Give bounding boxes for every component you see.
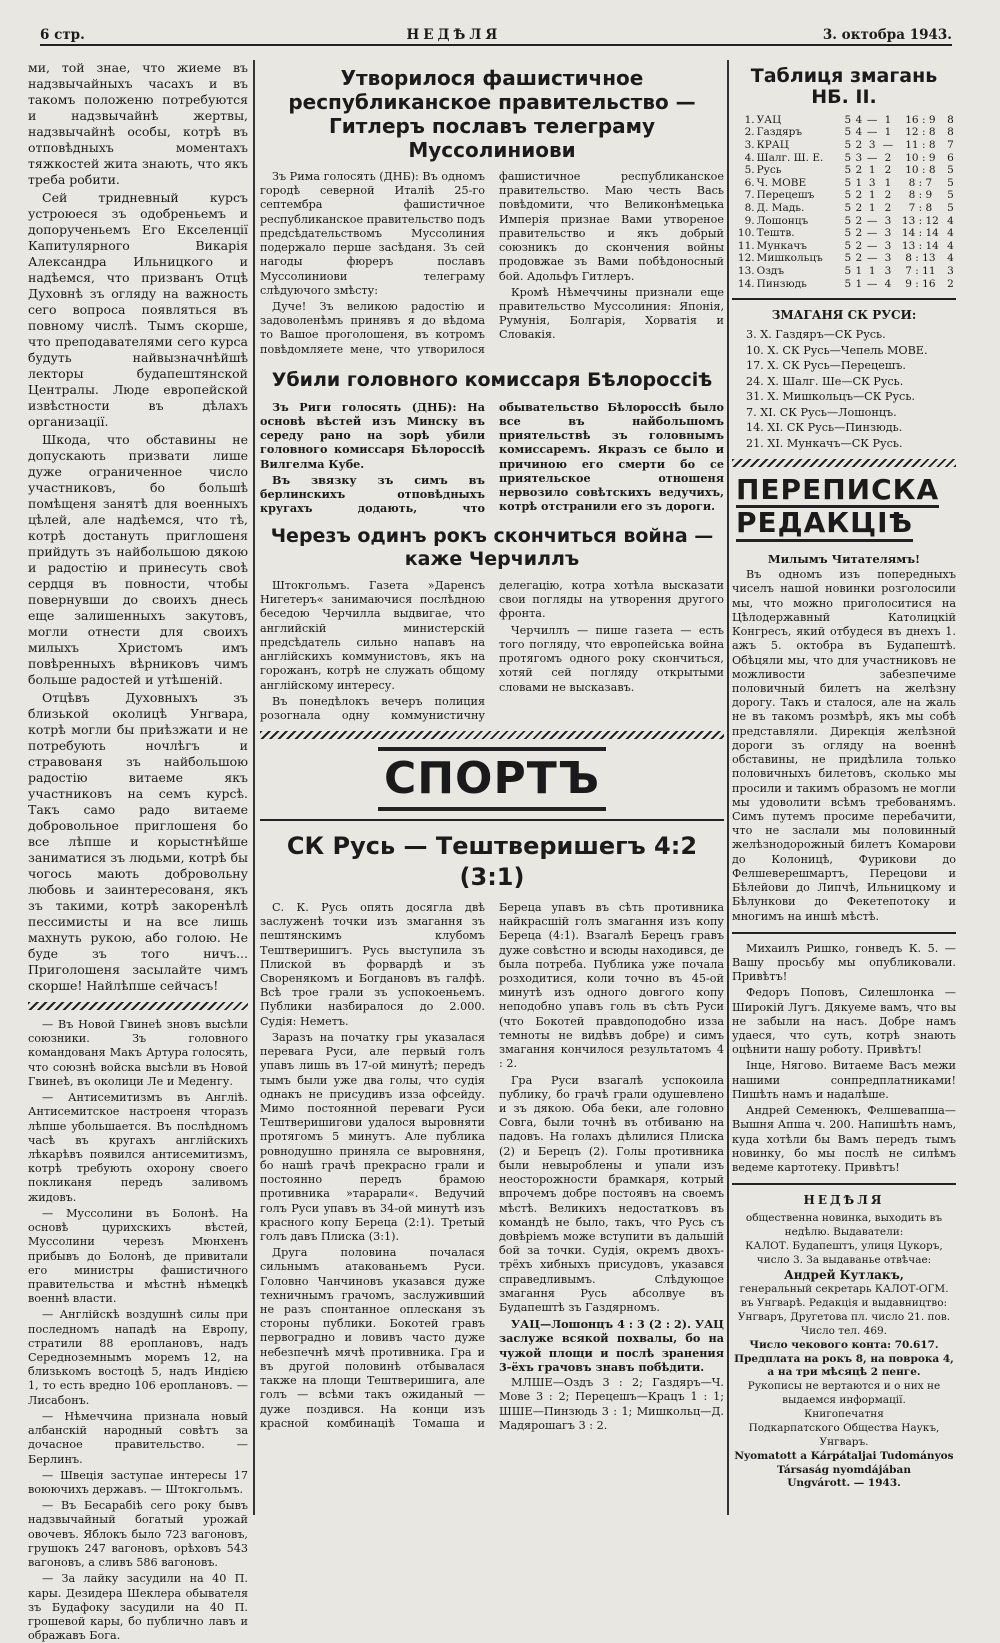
league-cell: 4: [947, 227, 954, 240]
league-cell: 7.: [744, 189, 755, 202]
league-cell: 3: [947, 264, 954, 277]
news-item: — Нѣмеччина признала новый албанскій народный совѣтъ за дочасное правительство. — Берлинъ.: [28, 1409, 248, 1466]
article-paragraph: Въ звязку зъ симъ въ берлинскихъ отповѣдныхъ кругахъ додають, что обывательство Бѣлороссіѣ было все въ найбольшомъ приятельствѣ зъ головнымъ комиссаремъ. Якразъ се было и причиною его смерти бо се приятельское отношеня нервозило совѣтскихъ ведучихъ, котрѣ отстранили его зъ дороги.: [260, 399, 724, 516]
league-cell: 4: [855, 113, 863, 126]
league-cell: 3: [884, 239, 892, 252]
league-cell: 2: [884, 201, 892, 214]
league-row: [732, 227, 956, 240]
league-row: [732, 240, 956, 253]
league-cell: 3: [884, 252, 892, 265]
article-paragraph: МЛШЕ—Оздъ 3 : 2; Газдяръ—Ч. Мове 3 : 2; Перецешъ—Крацъ 1 : 1; ШШЕ—Пинзюдь 3 : 1; Мишкольц—Д. Мадярошагъ 3 : 2.: [499, 1376, 724, 1432]
league-cell: 4: [947, 214, 954, 227]
article-paragraph: УАЦ—Лошонцъ 4 : 3 (2 : 2). УАЦ заслуже всякой похвалы, бо на чужой площи и послѣ зранения 3-ёхъ грачовъ знавъ побѣдити.: [499, 1317, 724, 1374]
article-paragraph: Друга половина почалася сильнымъ атакованьемъ Руси. Головно Чанчиновъ указався дуже техничнымъ грачомъ, заслуживший не разъ спонтанное оплесканя зъ стороны публики. Бокотей гравъ первоградно и ловивъ часто дуже небезпечнѣ мячѣ противника. Гра и въ другой половинѣ отбывалася также на площи Тештверишига, але голъ — всѣми такъ ожиданый — дуже поздився. На конци изъ красной комбинаціѣ Томаша и Береца упавъ въ сѣть противника найкрасшій голъ змагання изъ копу Береца (4:1). Взагалѣ Берецъ гравъ дуже совѣстно и всюды находився, де была потреба. Публика уже почала розходитися, коли точно въ 45-ой минутѣ изъ одного довгого копу неподобно упавъ голь въ сѣть Руси (что Бокотей правдоподобно изза темноты не видѣвъ добре) и симъ змагання кончилося результатомъ 4 : 2.: [260, 900, 724, 1430]
league-row: [732, 265, 956, 278]
league-table-body: [732, 114, 956, 290]
league-cell: 5.: [744, 164, 755, 177]
league-cell: 11.: [737, 239, 755, 252]
league-table-title: Таблиця змагань НБ. II.: [750, 65, 938, 108]
league-cell: 12 : 8: [905, 126, 936, 139]
league-cell: 2: [855, 201, 863, 214]
league-cell: 1: [868, 164, 876, 177]
news-briefs: [28, 1018, 248, 1643]
league-cell: Пинзюдь: [756, 277, 807, 290]
league-cell: 1: [855, 176, 863, 189]
league-cell: 1: [884, 176, 892, 189]
league-cell: КРАЦ: [756, 138, 789, 151]
fixture-item: 17. Х. СК Русь—Перецешъ.: [746, 359, 906, 373]
league-cell: 10 : 9: [905, 151, 936, 164]
league-row: [732, 114, 956, 127]
league-cell: 4: [884, 277, 892, 290]
league-cell: 5: [947, 201, 954, 214]
league-cell: 14 : 14: [901, 227, 939, 240]
left-column: [28, 60, 248, 1643]
league-row: [732, 202, 956, 215]
article-paragraph: Заразъ на початку гры указалася перевага Руси, але первый голъ упавъ лишь въ 17-ой минутѣ; передъ тымъ были уже два голы, что судія однакъ не присудивъ изза офсейду. Мимо постоянной переваги Руси Тештверишигови удалося выровняти протягомъ 5 минутъ. Але публика ровнодушно приняла се выровняня, бо нашѣ грачѣ прекрасно грали и постоянно передъ брамою противника »тарарали«. Ведучий голъ Руси упавъ въ 34-ой минутѣ изъ красного копу Береца (2:1). Третый голъ давъ Плиска (3:1).: [260, 1030, 485, 1243]
league-cell: 14.: [737, 277, 755, 290]
right-column: [732, 60, 956, 1515]
league-cell: 5: [947, 164, 954, 177]
league-row: [732, 139, 956, 152]
section-rule: [732, 932, 956, 934]
league-cell: 5: [844, 252, 852, 265]
league-cell: 1: [868, 264, 876, 277]
imprint-line: общественна новинка, выходить въ недѣлю. Выдаватели:: [745, 1212, 943, 1238]
league-cell: 3: [884, 227, 892, 240]
league-cell: 4: [947, 239, 954, 252]
league-cell: —: [866, 151, 878, 164]
league-cell: 1: [884, 113, 892, 126]
league-row: [732, 126, 956, 139]
news-item: — Антисемитизмъ въ Англіѣ. Антисемитское настроеня чторазъ лѣпше убольшается. Въ послѣдномъ часѣ въ кругахъ англійскихъ лѣкарѣвъ появился антисемитизмъ, котрѣ требують охорону своего покликаня передъ заливомъ жидовъ.: [28, 1091, 248, 1204]
league-cell: 3: [884, 264, 892, 277]
column-rule-left: [253, 60, 255, 1515]
news-item: — Въ Новой Гвинеѣ зновъ высѣли союзники. Зъ головного командованя Макъ Артура голосять, что союзнѣ войска высѣли въ Новой Гвинеѣ, въ околици Ле и Меденгу.: [28, 1018, 248, 1088]
ornamental-divider: [732, 459, 956, 467]
league-cell: 5: [844, 126, 852, 139]
league-cell: 8: [947, 126, 954, 139]
greeting: Милымъ Читателямъ!: [767, 551, 921, 566]
article-paragraph: Кромѣ Нѣмеччины признали еще правительство Муссолиния: Японія, Румунія, Болгарія, Хорватія и Словакія.: [499, 285, 724, 342]
league-cell: 5: [844, 239, 852, 252]
headline-churchill-war: Черезъ одинъ рокъ скончиться война — каже Черчиллъ: [270, 525, 714, 571]
league-cell: —: [866, 227, 878, 240]
league-cell: Шалг. Ш. Е.: [756, 151, 824, 164]
imprint-editor: Андрей Кутлакъ,: [784, 1267, 904, 1282]
column-rule-right: [727, 60, 729, 1515]
league-cell: 5: [844, 201, 852, 214]
league-cell: 7: [947, 138, 954, 151]
correspondence-reply: Інце, Нягово. Витаеме Васъ межи нашими сонпредплатниками! Пишѣть намъ и надалѣше.: [732, 1059, 956, 1101]
league-cell: 5: [844, 176, 852, 189]
league-cell: 5: [844, 138, 852, 151]
league-cell: 10 : 8: [905, 164, 936, 177]
fixture-item: 31. Х. Мишкольцъ—СК Русь.: [746, 390, 915, 404]
ornamental-divider: [28, 1002, 248, 1010]
league-cell: 5: [947, 189, 954, 202]
league-cell: Перецешъ: [756, 189, 815, 202]
league-cell: 9 : 16: [905, 277, 936, 290]
league-cell: Мишкольцъ: [756, 252, 823, 265]
imprint-line: генеральный секретарь КАЛОТ-ОГМ. въ Унгварѣ. Редакція и выдавництво:: [739, 1283, 949, 1310]
league-cell: 1: [855, 264, 863, 277]
league-cell: 4: [855, 126, 863, 139]
league-cell: 8 : 13: [905, 252, 936, 265]
league-cell: 3: [884, 214, 892, 227]
article-churchill-war: [260, 579, 724, 723]
correspondence-title-line: РЕДАКЦІѢ: [736, 508, 913, 541]
league-cell: 7 : 11: [905, 264, 936, 277]
league-cell: 2: [884, 151, 892, 164]
article-paragraph: Зъ Рима голосять (ДНБ): Въ одномъ городѣ северной Италіѣ 25-го септембра фашистичное республиканское правительство подъ предсѣдательствомъ Муссолиния подержало перше засѣданя. Зъ сей нагоды фюреръ пославъ Муссолиниови телеграму слѣдуючого змѣсту:: [260, 170, 485, 297]
league-cell: 13 : 14: [901, 239, 939, 252]
league-cell: 2: [855, 227, 863, 240]
league-cell: Тештв.: [756, 227, 795, 240]
article-paragraph: Черчиллъ — пише газета — есть того погляду, что европейська война протягомъ одного року скончиться, хотяй сей погляду открытыми словами не высказавъ.: [499, 623, 724, 694]
league-cell: —: [866, 252, 878, 265]
league-cell: 5: [947, 176, 954, 189]
league-cell: 4: [947, 252, 954, 265]
article-paragraph: Сей тридневный курсъ устроюеся зъ одобреньемъ и допорученьемъ Его Екселенції Капитулярного Викарія Александра Ильницкого и надѣемся, что призванъ Отцѣ Духовнѣ зъ огляду на важность сего вопроса появляться въ повному числѣ. Тымъ скорше, что преподавателями сего курса будуть найвызначнѣйшѣ лекторы будапештянской Централы. Люде европейской извѣстности въ дѣлахъ организації.: [28, 190, 248, 429]
newspaper-title: НЕДѢЛЯ: [406, 26, 502, 43]
article-paragraph: Отцѣвъ Духовныхъ зъ близькой околицѣ Унгвара, котрѣ могли бы приѣзжати и не потребують ночлѣгъ и стравованя зъ найбольшою радостію витаеме якъ участниковъ на семъ курсѣ. Такъ само радо витаеме добровольное приглошеня бо все лѣпше и корыстнѣйше заниматися зъ людьми, котрѣ бы чогось мають добровольну любовь и заинтересованя, якъ зъ такими, котрѣ закоренѣлѣ пессимисты и на все лишь махнуть рукою, або голою. Не буде зъ того ничъ... Приголошеня засылайте чимъ скорше! Найлѣпше сейчасъ!: [28, 690, 248, 993]
imprint-line: Предплата на рокъ 8, на поврока 4, а на три мѣсяцѣ 2 пенге.: [734, 1352, 954, 1379]
league-cell: 7 : 8: [908, 201, 933, 214]
league-cell: 5: [844, 151, 852, 164]
league-row: [732, 177, 956, 190]
league-cell: 13.: [737, 264, 755, 277]
fixtures-title: ЗМАГАНЯ СК РУСИ:: [771, 308, 917, 323]
news-item: — Швеція заступае интересы 17 воюючихъ державъ. — Штокгольмъ.: [28, 1468, 248, 1496]
article-paragraph: Штокгольмъ. Газета »Даренсъ Нигетеръ« занимаючися послѣдною беседою Черчилла выдвигае, что английскій министерскій предсѣдатель сильно напавъ на англійскихъ коммунистовъ, якъ на горожанъ, котрѣ не служать общому англійскому интересу.: [260, 578, 485, 692]
league-cell: 2: [855, 164, 863, 177]
league-row: [732, 164, 956, 177]
fixture-item: 7. ХІ. СК Русь—Лошонцъ.: [746, 405, 897, 419]
league-cell: 6: [947, 151, 954, 164]
league-cell: 2.: [744, 126, 755, 139]
league-cell: 6.: [744, 176, 755, 189]
imprint-line: Nyomatott a Kárpátaljai Tudományos Társaság nyomdájában: [734, 1449, 954, 1476]
league-row: [732, 278, 956, 291]
news-item: — Въ Бесарабіѣ сего року бывъ надзвычайный богатый урожай овочевъ. Яблокъ было 723 вагоновъ, грушокъ 247 вагоновъ, орѣховъ 543 вагоновъ, а сливъ 586 вагоновъ.: [28, 1499, 248, 1570]
league-cell: 2: [884, 189, 892, 202]
league-cell: —: [866, 126, 878, 139]
league-cell: 5: [844, 277, 852, 290]
league-cell: 2: [855, 138, 863, 151]
sport-section-title: [260, 747, 724, 811]
fixtures-list: [732, 327, 956, 451]
fixture-item: 24. Х. Шалг. Ше—СК Русь.: [746, 374, 904, 388]
imprint: [732, 1193, 956, 1491]
league-cell: Оздъ: [756, 264, 785, 277]
league-cell: —: [866, 277, 878, 290]
league-cell: 10.: [737, 227, 755, 240]
sport-title-text: СПОРТЪ: [378, 747, 606, 811]
fixture-item: 14. ХІ. СК Русь—Пинзюдь.: [746, 421, 903, 435]
news-item: — За лайку засудили на 40 П. кары. Дезидера Шеклера обывателя зъ Будафоку засудили на 40 П. грошевой кары, бо публично лавъ и ображавъ Бога.: [28, 1572, 248, 1643]
league-cell: 12.: [737, 252, 755, 265]
correspondence-title: [736, 475, 956, 541]
league-cell: Газдяръ: [756, 126, 803, 139]
league-cell: Русь: [756, 164, 782, 177]
league-cell: 5: [844, 189, 852, 202]
middle-column: [260, 60, 724, 1515]
league-cell: 8 : 7: [908, 176, 933, 189]
league-cell: —: [866, 239, 878, 252]
headline-fascist-government: Утворилося фашистичное республиканское правительство — Гитлеръ пославъ телеграму Муссолиниови: [288, 66, 696, 162]
article-paragraph: С. К. Русь опять досягла двѣ заслуженѣ точки изъ змагання зъ пештянскимъ клубомъ Тештверишигъ. Русь выступила зъ Плиской въ форвардѣ и зъ Своренякомъ и Богдановъ въ галфѣ. Всѣ трое грали зъ успокоеньемъ. Публики назбиралося до 2.000. Судія: Неметъ.: [260, 900, 485, 1028]
league-cell: —: [882, 138, 894, 151]
league-cell: —: [866, 214, 878, 227]
imprint-line: Унгваръ, Другетова пл. число 21. пов. Число тел. 469.: [737, 1311, 951, 1337]
league-cell: 8: [947, 113, 954, 126]
league-cell: УАЦ: [756, 113, 782, 126]
article-fascist-government: [260, 170, 724, 357]
league-cell: 13 : 12: [901, 214, 939, 227]
issue-date: 3. октобра 1943.: [822, 26, 952, 43]
imprint-line: Подкарпатского Общества Наукъ, Унгваръ.: [748, 1421, 940, 1448]
league-cell: 1: [868, 189, 876, 202]
imprint-line: Ungvárott. — 1943.: [787, 1477, 901, 1490]
imprint-line: Число чекового конта: 70.617.: [749, 1338, 939, 1351]
league-row: [732, 189, 956, 202]
article-paragraph: ми, той знае, что жиеме въ надзвычайныхъ часахъ и въ такомъ положеню потребуются и надзвычайнѣ жертвы, надзвычайнѣ особы, котрѣ въ отповѣдныхъ моментахъ тяжкостей жита знають, что якъ треба робити.: [28, 60, 248, 187]
league-cell: 5: [844, 113, 852, 126]
fixture-item: 10. Х. СК Русь—Чепель МОВЕ.: [746, 343, 928, 357]
league-cell: 2: [884, 164, 892, 177]
section-rule: [732, 1183, 956, 1185]
league-cell: 8 : 9: [908, 189, 933, 202]
correspondence-paragraph: Въ одномъ изъ попередныхъ чиселъ нашой новинки розголосили мы, что можно приголоситися на Цѣлодержавный Католицкій Конгресъ, який отбудеся въ днехъ 1. ажъ 5. октобра въ Будапештѣ. Обѣцяли мы, что для участниковъ не можливости забезпечиме половичный билетъ на желѣзну дорогу. Такъ и сталося, але на жаль не въ такомъ розмѣрѣ, якъ мы собѣ представляли. Дирекція желѣзной дороги зъ огляду на военнѣ обставины, не придѣлила только половичныхъ билетовъ, сколько мы просили и такимъ образомъ не могли мы удоволити всѣмъ требованямъ. Симъ путемъ просиме перебачити, что не заслали мы половинный желѣзнодорожный билетъ Комарови до Колоницѣ, Фурикови до Фелшеверешмартъ, Перецови и Бѣлейови до Липчѣ, Ильницкому и Бѣлункови до Фекетепотоку и многимъ на иншѣ мѣстѣ.: [732, 568, 956, 923]
league-cell: 5: [844, 164, 852, 177]
article-commissar-killed: [260, 400, 724, 516]
imprint-line: Книгопечатня: [804, 1408, 884, 1421]
article-paragraph: Гра Руси взагалѣ успокоила публику, бо грачѣ грали одушевлено и зъ дякою. Оба беки, але головно Совга, были точнѣ въ отбиваню на падовъ. На голахъ дѣлилися Плиска (2) и Берецъ (2). Голы противника были невыроблены и упали изъ неосторожности брамкаря, котрый впрочемъ добре постоявъ на своемъ мѣстѣ. Великихъ недостатковъ въ командѣ не было, такъ, что Русь съ довѣріемъ може вступити въ дальшій бой за точки. Судія, окремъ двохъ-трёхъ хибныхъ присудовъ, указався справедливымъ. Слѣдующое змагання Русь абсолвуе въ Будапештѣ зъ Газдярномъ.: [499, 1073, 724, 1315]
course-article: [28, 60, 248, 994]
section-rule: [732, 298, 956, 300]
league-cell: Мункачъ: [756, 239, 807, 252]
league-cell: 11 : 8: [905, 138, 936, 151]
league-cell: Д. Мадь.: [756, 201, 805, 214]
article-paragraph: Зъ Риги голосять (ДНБ): На основѣ вѣстей изъ Минску въ середу рано на зорѣ убили головного комиссаря Бѣлороссіѣ Вилгелма Кубе.: [260, 399, 485, 471]
league-cell: 1: [855, 277, 863, 290]
correspondence-title-line: ПЕРЕПИСКА: [736, 475, 939, 508]
news-item: — Англійскѣ воздушнѣ силы при последномъ нападѣ на Европу, стратили 88 ероплановъ, надъ Середноземнымъ моремъ 12, на близькомъ востоцѣ 5, надъ Индією 1, то есть вредно 106 ероплановъ. — Лисабонъ.: [28, 1308, 248, 1407]
league-cell: —: [866, 113, 878, 126]
league-cell: 3: [855, 151, 863, 164]
league-cell: 2: [855, 239, 863, 252]
article-paragraph: Въ понедѣлокъ вечеръ полиция розогнала одну коммунистичну делегацію, котра хотѣла высказати свои погляды на утворення другого фронта.: [260, 578, 724, 722]
correspondence-body: [732, 568, 956, 1175]
article-paragraph: Дуче! Зъ великою радостію и задоволенѣмъ принявъ я до вѣдома то Вашое проголошеня, въ котромъ повѣдомляете мене, что утворилося фашистичное республиканское правительство. Маю честь Вась повѣдомити, что Великонѣмецька Имперія признае Вами утвореное правительство и якъ добрый союзникъ до скончения войны продовжае зъ Вами побѣдоносный бой. Адольфъ Гитлеръ.: [260, 170, 724, 356]
league-cell: 8.: [744, 201, 755, 214]
league-cell: 16 : 9: [905, 113, 936, 126]
league-cell: 4.: [744, 151, 755, 164]
imprint-line: КАЛОТ. Будапештъ, улиця Цукоръ, число 3. За выдаванье отвѣчае:: [745, 1239, 943, 1266]
correspondence-reply: Михаилъ Ришко, гонведъ К. 5. — Вашу просьбу мы опубликовали. Привѣтъ!: [732, 941, 956, 984]
league-cell: Ч. МОВЕ: [756, 176, 807, 189]
ornamental-divider: [260, 731, 724, 739]
match-headline: СК Русь — Тештверишегъ 4:2 (3:1): [286, 832, 698, 892]
league-cell: 2: [855, 252, 863, 265]
league-cell: 9.: [744, 214, 755, 227]
imprint-line: Рукописы не вертаются и о них не выдаемся информації.: [747, 1380, 941, 1407]
league-cell: 5: [844, 214, 852, 227]
league-cell: 1: [884, 126, 892, 139]
headline-commissar-killed: Убили головного комиссаря Бѣлороссіѣ: [271, 368, 713, 391]
league-cell: 3: [868, 176, 876, 189]
league-cell: 5: [844, 264, 852, 277]
fixture-item: 3. Х. Газдяръ—СК Русь.: [746, 328, 886, 342]
league-cell: Лошонцъ: [756, 214, 809, 227]
league-cell: 2: [947, 277, 954, 290]
league-cell: 2: [855, 189, 863, 202]
imprint-title: НЕДѢЛЯ: [803, 1193, 885, 1208]
correspondence-reply: Федоръ Поповъ, Силешлонка — Широкій Лугъ. Дякуеме вамъ, что вы не забыли на насъ. Добре намъ удаеся, что суть, котрѣ знають оцѣнити нашу роботу. Привѣтъ!: [732, 986, 956, 1057]
league-cell: 3.: [744, 138, 755, 151]
page-number: 6 стр.: [40, 26, 85, 43]
section-rule: [260, 819, 724, 821]
league-cell: 5: [844, 227, 852, 240]
match-report: [260, 901, 724, 1433]
league-cell: 3: [868, 138, 876, 151]
league-cell: 1: [868, 201, 876, 214]
article-paragraph: Шкода, что обставины не допускають призвати лише дуже ограниченное число участниковъ, бо большѣ помѣщеня занятѣ для военныхъ цѣлей, але надѣемся, что тѣ, котрѣ достануть приглошеня прийдуть зъ найбольшою дякою и радостію и принесуть своѣ сердця въ повности, чтобы повернувши до своихъ днесь еще залишенныхъ закутовъ, могли отнести для своихъ милыхъ Христомъ имъ повѣренныхъ вѣрниковъ чимъ больше радостей и утѣшеній.: [28, 432, 248, 687]
league-cell: 2: [855, 214, 863, 227]
league-row: [732, 252, 956, 265]
news-item: — Муссолини въ Болонѣ. На основѣ цурихскихъ вѣстей, Муссолини черезъ Мюнхенъ прибывъ до Болонѣ, де привитали его министры фашистичного правительства и мѣстнѣ нѣмецкѣ военнѣ власти.: [28, 1206, 248, 1306]
page-header: [40, 22, 952, 46]
league-table: [732, 114, 956, 290]
league-cell: 1.: [744, 113, 755, 126]
fixture-item: 21. ХІ. Мункачъ—СК Русь.: [746, 436, 903, 450]
league-row: [732, 215, 956, 228]
correspondence-reply: Андрей Семенюкъ, Фелшевапша—Вышня Апша ч. 200. Напишѣть намъ, куда хотѣли бы Вамъ передъ тымъ новинку, бо мы послѣ не силѣмъ ведеме картотеку. Привѣтъ!: [732, 1104, 956, 1175]
league-row: [732, 152, 956, 165]
